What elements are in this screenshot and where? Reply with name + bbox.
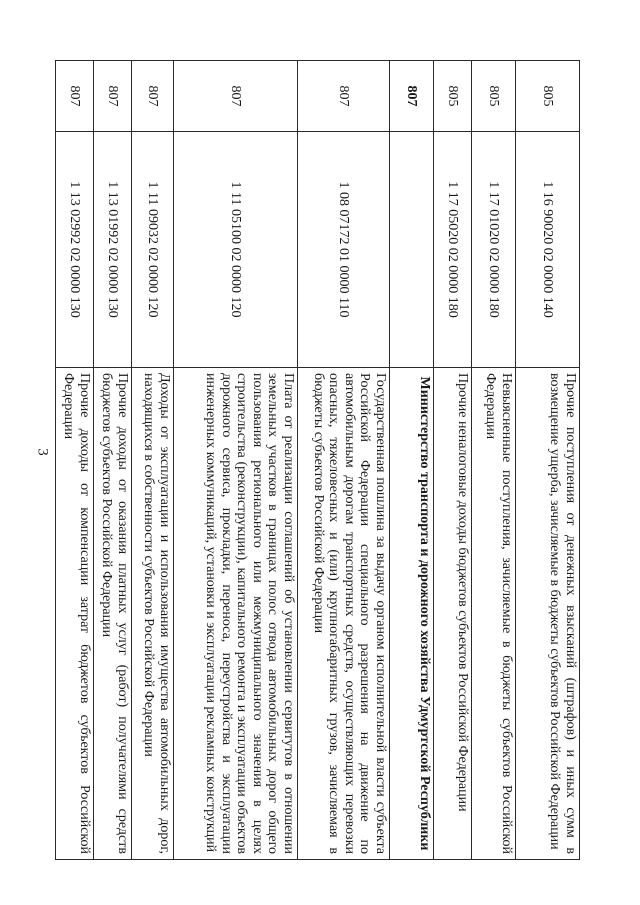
admin-code-cell: 807: [132, 61, 174, 132]
kbk-code-cell: 1 13 02992 02 0000 130: [56, 132, 94, 368]
revenue-name-cell: Государственная пошлина за выдачу органом исполнительной власти субъекта Российской Федерации специального разрешения на движение по автомобильным дорогам транспортных средств, осуществляющих перевозки опасных, тяжеловесных и (или) крупногабаритных грузов, зачисляемая в бюджеты субъектов Российской Федерации: [298, 368, 390, 860]
ministry-name-cell: Министерство транспорта и дорожного хозяйства Удмуртской Республики: [390, 368, 434, 860]
revenue-name-cell: Доходы от эксплуатации и использования имущества автомобильных дорог, находящихся в собственности субъектов Российской Федерации: [132, 368, 174, 860]
kbk-code-cell: 1 17 01020 02 0000 180: [472, 132, 516, 368]
revenue-name-cell: Прочие неналоговые доходы бюджетов субъектов Российской Федерации: [434, 368, 472, 860]
table-row: [472, 61, 516, 860]
admin-code-cell: 807: [56, 61, 94, 132]
admin-code-cell: 805: [472, 61, 516, 132]
revenue-name-cell: Невыясненные поступления, зачисляемые в бюджеты субъектов Российской Федерации: [472, 368, 516, 860]
admin-code-cell: 807: [94, 61, 132, 132]
revenue-name-cell: Прочие доходы от оказания платных услуг (работ) получателями средств бюджетов субъектов Российской Федерации: [94, 368, 132, 860]
admin-code-cell: 805: [434, 61, 472, 132]
kbk-code-cell: 1 11 09032 02 0000 120: [132, 132, 174, 368]
kbk-code-cell: 1 11 05100 02 0000 120: [174, 132, 298, 368]
admin-code-cell: 807: [298, 61, 390, 132]
admin-code-cell: 805: [516, 61, 580, 132]
table-row: [298, 61, 390, 860]
kbk-code-cell: 1 13 01992 02 0000 130: [94, 132, 132, 368]
table-row: [132, 61, 174, 860]
page-number: 3: [34, 448, 51, 456]
admin-code-cell: 807: [390, 61, 434, 132]
revenue-name-cell: Прочие доходы от компенсации затрат бюджетов субъектов Российской Федерации: [56, 368, 94, 860]
revenue-name-cell: Прочие поступления от денежных взысканий (штрафов) и иных сумм в возмещение ущерба, зачисляемые в бюджеты субъектов Российской Федерации: [516, 368, 580, 860]
table-row: [516, 61, 580, 860]
revenue-name-cell: Плата от реализации соглашений об установлении сервитутов в отношении земельных участков в границах полос отвода автомобильных дорог общего пользования регионального или межмуниципального значения в целях строительства (реконструкции), капитального ремонта и эксплуатации объектов дорожного сервиса, прокладки, переноса, переустройства и эксплуатации инженерных коммуникаций, установки и эксплуатации рекламных конструкций: [174, 368, 298, 860]
kbk-code-cell: 1 08 07172 01 0000 110: [298, 132, 390, 368]
kbk-code-cell: 1 16 90020 02 0000 140: [516, 132, 580, 368]
table-row: [434, 61, 472, 860]
admin-code-cell: 807: [174, 61, 298, 132]
ministry-header-row: [390, 61, 434, 860]
table-row: [174, 61, 298, 860]
kbk-code-cell: [390, 132, 434, 368]
kbk-code-cell: 1 17 05020 02 0000 180: [434, 132, 472, 368]
revenue-codes-table: [55, 60, 580, 860]
table-body: [56, 61, 580, 860]
rotated-table-area: [61, 60, 580, 860]
table-row: [94, 61, 132, 860]
table-wrapper: [61, 60, 580, 860]
table-row: [56, 61, 94, 860]
